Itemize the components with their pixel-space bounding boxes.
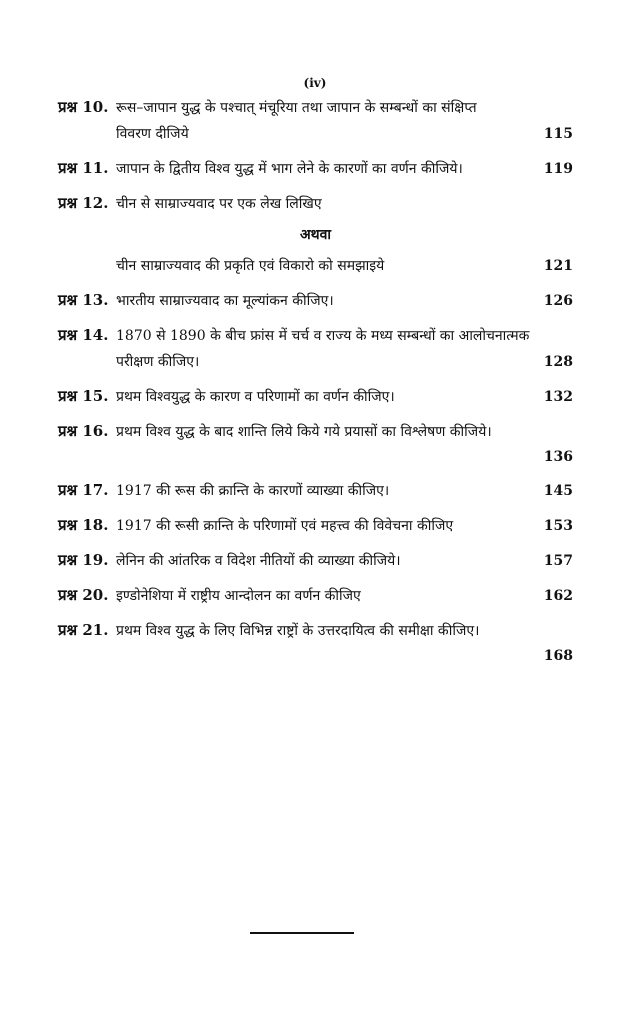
question-label: प्रश्न 19.: [58, 551, 109, 569]
page-ref: 168: [543, 648, 573, 664]
question-text: 1917 की रूसी क्रान्ति के परिणामों एवं महत्त्व की विवेचना कीजिए: [116, 518, 454, 534]
list-item: [58, 383, 573, 410]
list-item: [58, 582, 573, 609]
question-text: प्रथम विश्वयुद्ध के कारण व परिणामों का वर्णन कीजिए।: [116, 389, 395, 405]
page-ref: 119: [543, 161, 573, 177]
list-item: [58, 94, 573, 147]
question-label: प्रश्न 11.: [58, 159, 109, 177]
page-ref: 126: [543, 293, 573, 309]
contents-list: [58, 94, 573, 668]
page-ref: 145: [543, 483, 573, 499]
page-ref: 128: [543, 354, 573, 370]
page-ref: 153: [543, 518, 573, 534]
question-text-cont: विवरण दीजिये: [116, 126, 189, 142]
list-item: [58, 322, 573, 375]
question-text: लेनिन की आंतरिक व विदेश नीतियों की व्याख्या कीजिये।: [116, 553, 401, 569]
question-label: प्रश्न 16.: [58, 422, 109, 440]
question-label: प्रश्न 13.: [58, 291, 109, 309]
list-item: [58, 155, 573, 182]
question-text: रूस–जापान युद्ध के पश्चात् मंचूरिया तथा जापान के सम्बन्धों का संक्षिप्त: [116, 100, 477, 116]
question-label: प्रश्न 14.: [58, 326, 109, 344]
question-label: प्रश्न 18.: [58, 516, 109, 534]
page-ref: 162: [543, 588, 573, 604]
question-text: जापान के द्वितीय विश्व युद्ध में भाग लेने के कारणों का वर्णन कीजिये।: [116, 161, 463, 177]
footer-rule: [250, 932, 354, 934]
question-text: भारतीय साम्राज्यवाद का मूल्यांकन कीजिए।: [116, 293, 334, 309]
question-text: 1917 की रूस की क्रान्ति के कारणों व्याख्या कीजिए।: [116, 483, 390, 499]
page-ref: 115: [543, 126, 573, 142]
question-label: प्रश्न 17.: [58, 481, 109, 499]
page-ref: 136: [543, 449, 573, 465]
list-item: [58, 617, 573, 668]
list-item: [58, 190, 573, 279]
list-item: [58, 287, 573, 314]
question-text: चीन से साम्राज्यवाद पर एक लेख लिखिए: [116, 196, 322, 212]
list-item: [58, 418, 573, 469]
list-item: [58, 512, 573, 539]
or-heading: अथवा: [299, 227, 332, 243]
page-ref: 132: [543, 389, 573, 405]
question-label: प्रश्न 12.: [58, 194, 109, 212]
list-item: [58, 547, 573, 574]
page-number: (iv): [303, 76, 327, 90]
question-text: प्रथम विश्व युद्ध के बाद शान्ति लिये किये गये प्रयासों का विश्लेषण कीजिये।: [116, 424, 492, 440]
question-label: प्रश्न 15.: [58, 387, 109, 405]
question-text-cont: परीक्षण कीजिए।: [116, 354, 200, 370]
question-label: प्रश्न 20.: [58, 586, 109, 604]
question-text: 1870 से 1890 के बीच फ्रांस में चर्च व राज्य के मध्य सम्बन्धों का आलोचनात्मक: [116, 328, 530, 344]
question-text-alt: चीन साम्राज्यवाद की प्रकृति एवं विकारो को समझाइये: [116, 258, 385, 274]
question-text: इण्डोनेशिया में राष्ट्रीय आन्दोलन का वर्णन कीजिए: [116, 588, 361, 604]
question-text: प्रथम विश्व युद्ध के लिए विभिन्न राष्ट्रों के उत्तरदायित्व की समीक्षा कीजिए।: [116, 623, 480, 639]
question-label: प्रश्न 10.: [58, 98, 109, 116]
question-label: प्रश्न 21.: [58, 621, 109, 639]
list-item: [58, 477, 573, 504]
page-ref: 121: [543, 258, 573, 274]
page-ref: 157: [543, 553, 573, 569]
